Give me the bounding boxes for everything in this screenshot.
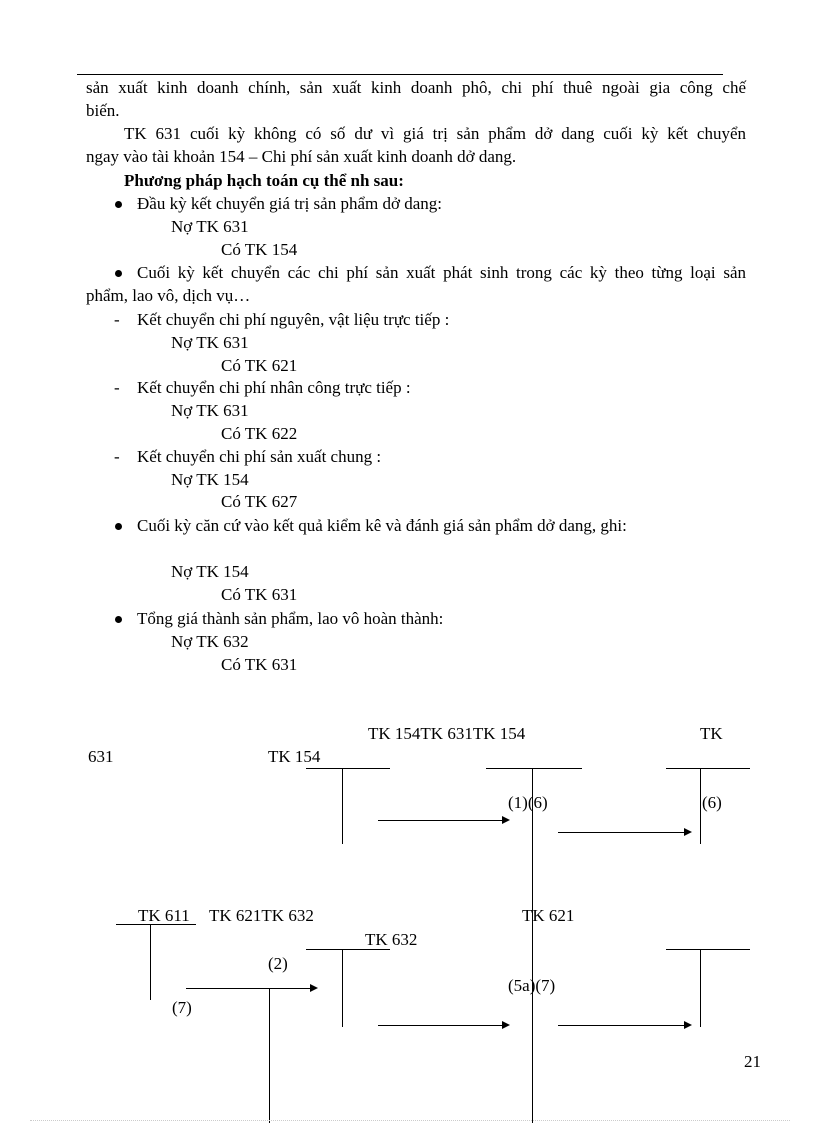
t-account-top <box>666 768 750 769</box>
diagram-label-7: (7) <box>172 998 192 1017</box>
list-item: Cuối kỳ kết chuyển các chi phí sản xuất phát sinh trong các kỳ theo từng loại sản <box>137 263 746 282</box>
list-item: Đầu kỳ kết chuyển giá trị sản phẩm dở dang: <box>137 194 442 213</box>
bullet-icon <box>115 270 122 277</box>
section-heading: Phương pháp hạch toán cụ thể nh sau: <box>124 171 404 190</box>
entry-credit: Có TK 154 <box>221 240 298 259</box>
bullet-icon <box>115 523 122 530</box>
flow-arrow <box>186 988 316 989</box>
t-account-stem <box>150 924 151 1000</box>
paragraph-line: sản xuất kinh doanh chính, sản xuất kinh doanh phô, chi phí thuê ngoài gia công chế <box>86 78 746 97</box>
dash-marker: - <box>114 378 120 397</box>
diagram-label-631: 631 <box>88 747 114 766</box>
diagram-label-top: TK 154TK 631TK 154 <box>368 724 526 743</box>
list-item: Tổng giá thành sản phẩm, lao vô hoàn thành: <box>137 609 444 628</box>
t-account-top <box>116 924 196 925</box>
list-item: Cuối kỳ căn cứ vào kết quả kiểm kê và đánh giá sản phẩm dở dang, ghi: <box>137 516 627 535</box>
diagram-label-tk621: TK 621 <box>522 906 575 925</box>
flow-arrow <box>558 832 690 833</box>
diagram-label-tk632: TK 632 <box>365 930 418 949</box>
t-account-stem <box>342 949 343 1027</box>
entry-credit: Có TK 631 <box>221 585 298 604</box>
flow-arrow <box>378 820 508 821</box>
entry-debit: Nợ TK 631 <box>171 333 249 352</box>
diagram-label-2: (2) <box>268 954 288 973</box>
entry-debit: Nợ TK 631 <box>171 217 249 236</box>
entry-debit: Nợ TK 632 <box>171 632 249 651</box>
paragraph-line: biến. <box>86 101 120 120</box>
t-account-stem <box>700 949 701 1027</box>
t-account-stem <box>269 988 270 1123</box>
list-item: Kết chuyển chi phí sản xuất chung : <box>137 447 382 466</box>
t-account-top <box>486 768 582 769</box>
bullet-icon <box>115 201 122 208</box>
dash-marker: - <box>114 447 120 466</box>
t-account-stem <box>532 768 533 1123</box>
paragraph-line: TK 631 cuối kỳ không có số dư vì giá trị sản phẩm dở dang cuối kỳ kết chuyển <box>124 124 746 143</box>
diagram-label-tk: TK <box>700 724 723 743</box>
entry-debit: Nợ TK 154 <box>171 470 249 489</box>
entry-debit: Nợ TK 154 <box>171 562 249 581</box>
diagram-label-tk611: TK 611 <box>138 906 190 925</box>
list-item: phẩm, lao vô, dịch vụ… <box>86 286 251 305</box>
list-item: Kết chuyển chi phí nhân công trực tiếp : <box>137 378 411 397</box>
flow-arrow <box>558 1025 690 1026</box>
diagram-label-5a-7: (5a)(7) <box>508 976 556 995</box>
t-account-top <box>306 768 390 769</box>
entry-credit: Có TK 631 <box>221 655 298 674</box>
page-bottom-rule <box>30 1120 790 1121</box>
dash-marker: - <box>114 310 120 329</box>
diagram-label-6: (6) <box>702 793 722 812</box>
diagram-label-1-6: (1)(6) <box>508 793 548 812</box>
page-number: 21 <box>744 1052 761 1071</box>
entry-credit: Có TK 627 <box>221 492 298 511</box>
entry-debit: Nợ TK 631 <box>171 401 249 420</box>
entry-credit: Có TK 622 <box>221 424 298 443</box>
t-account-top <box>306 949 390 950</box>
header-rule <box>77 74 723 75</box>
t-account-stem <box>342 768 343 844</box>
t-account-stem <box>700 768 701 844</box>
paragraph-line: ngay vào tài khoản 154 – Chi phí sản xuất kinh doanh dở dang. <box>86 147 517 166</box>
flow-arrow <box>378 1025 508 1026</box>
diagram-label-tk154: TK 154 <box>268 747 321 766</box>
entry-credit: Có TK 621 <box>221 356 298 375</box>
diagram-label-tk621-632: TK 621TK 632 <box>209 906 314 925</box>
t-account-top <box>666 949 750 950</box>
list-item: Kết chuyển chi phí nguyên, vật liệu trực tiếp : <box>137 310 450 329</box>
bullet-icon <box>115 616 122 623</box>
